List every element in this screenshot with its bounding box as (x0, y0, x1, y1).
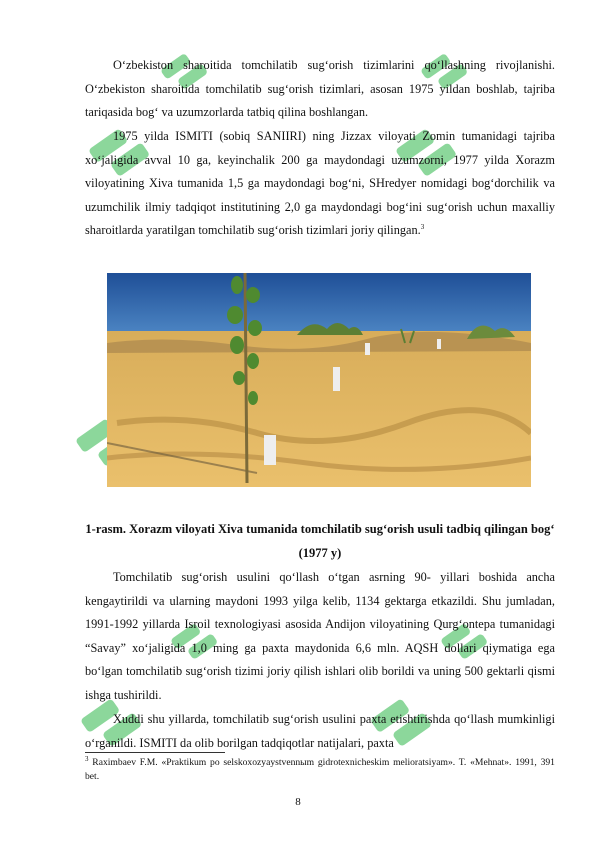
page-number: 8 (295, 796, 301, 808)
footnote-number: 3 (85, 754, 89, 763)
orchard-photo (107, 273, 531, 487)
footnote (85, 756, 555, 784)
footnote-ref: 3 (420, 223, 425, 232)
figure-caption: 1-rasm. Xorazm viloyati Xiva tumanida tomchilatib sug‘orish usuli tadbiq qilingan bog‘ (1977 y) (85, 522, 555, 560)
footnote-divider (85, 752, 225, 753)
paragraph-2 (85, 125, 555, 243)
paragraph-2-text: 1975 yilda ISMITI (sobiq SANIIRI) ning Jizzax viloyati Zomin tumanidagi tajriba xo‘jaligida avval 10 ga, keyinchalik 200 ga maydondagi uzumzorni, 1977 yilda Xorazm viloyatining Xiva tumanida 1,5 ga maydondagi bog‘ni, SHredyer nomidagi bog‘dorchilik va uzumchilik ilmiy tadqiqot institutining 2,0 ga maydondagi bog‘ini sug‘orish uchun maxalliy sharoitlarda yaratilgan tomchilatib sug‘orish tizimlari joriy qilingan. (85, 129, 555, 238)
paragraph-3: Tomchilatib sug‘orish usulini qo‘llash o‘tgan asrning 90- yillari boshida ancha kengaytirildi va ularning maydoni 1993 yilga kelib, 1134 gektarga etkazildi. Shu jumladan, 1991-1992 yillarda Isroil texnologiyasi asosida Andijon viloyatining Qurg‘ontepa tumanidagi “Savay” xo‘jaligida 1,0 ming ga paxta maydonida 6,6 mln. AQSH dollari qiymatiga ega bo‘lgan tomchilatib sug‘orish tizimi joriy qilish ishlari olib borildi va uning 500 gektarli qismi ishga tushirildi. (85, 570, 555, 702)
footnote-text: Raximbaev F.M. «Praktikum po selskoxozyaystvennыm gidrotexnicheskim melioratsiyam». T. «Mehnat». 1991, 391 bet. (85, 757, 555, 782)
paragraph-1: O‘zbekiston sharoitida tomchilatib sug‘orish tizimlarini qo‘llashning rivojlanishi. O‘zbekiston sharoitida tomchilatib sug‘orish tizimlari, asosan 1975 yildan boshlab, tajriba tariqasida bog‘ va uzumzorlarda tatbiq qilina boshlangan. (85, 58, 555, 120)
paragraph-4: Xuddi shu yillarda, tomchilatib sug‘orish usulini paxta etishtirishda qo‘llash mumkinligi o‘rganildi. ISMITI da olib borilgan tadqiqotlar natijalari, paxta (85, 712, 555, 750)
